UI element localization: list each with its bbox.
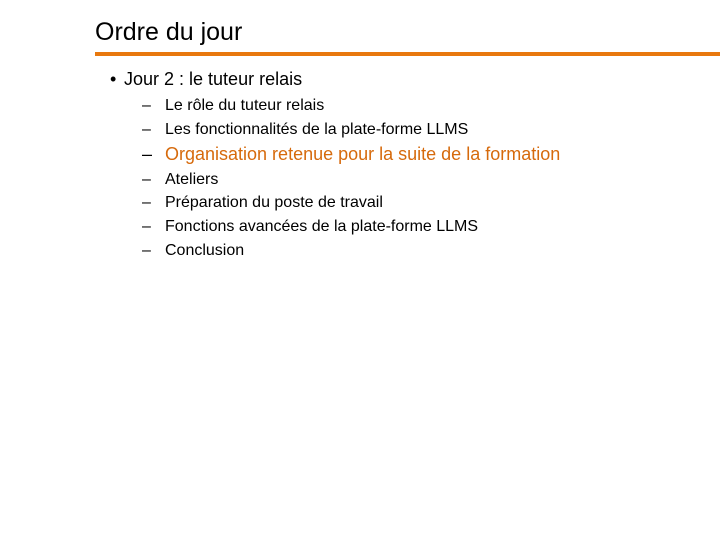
main-item-label: Jour 2 : le tuteur relais <box>124 69 303 89</box>
bullet-icon: • <box>110 69 117 89</box>
sub-item-label: Les fonctionnalités de la plate-forme LLMS <box>165 121 469 138</box>
agenda-sub-item <box>142 241 244 261</box>
agenda-sub-item <box>142 217 478 237</box>
dash-icon: – <box>142 97 151 114</box>
dash-icon: – <box>142 218 151 235</box>
agenda-sub-item <box>142 96 324 116</box>
dash-icon: – <box>142 144 153 164</box>
dash-icon: – <box>142 171 151 188</box>
dash-icon: – <box>142 242 151 259</box>
agenda-sub-item <box>142 193 383 213</box>
sub-item-label: Organisation retenue pour la suite de la formation <box>165 144 561 164</box>
title-underline <box>95 52 720 56</box>
sub-item-label: Préparation du poste de travail <box>165 194 383 211</box>
sub-item-label: Le rôle du tuteur relais <box>165 97 325 114</box>
sub-item-label: Fonctions avancées de la plate-forme LLMS <box>165 218 479 235</box>
sub-item-label: Ateliers <box>165 171 219 188</box>
slide-title: Ordre du jour <box>95 18 243 46</box>
dash-icon: – <box>142 194 151 211</box>
agenda-sub-item <box>142 120 468 140</box>
dash-icon: – <box>142 121 151 138</box>
sub-item-label: Conclusion <box>165 242 245 259</box>
agenda-main-item <box>110 68 302 90</box>
agenda-sub-item <box>142 170 218 190</box>
agenda-sub-item-highlighted <box>142 143 560 165</box>
